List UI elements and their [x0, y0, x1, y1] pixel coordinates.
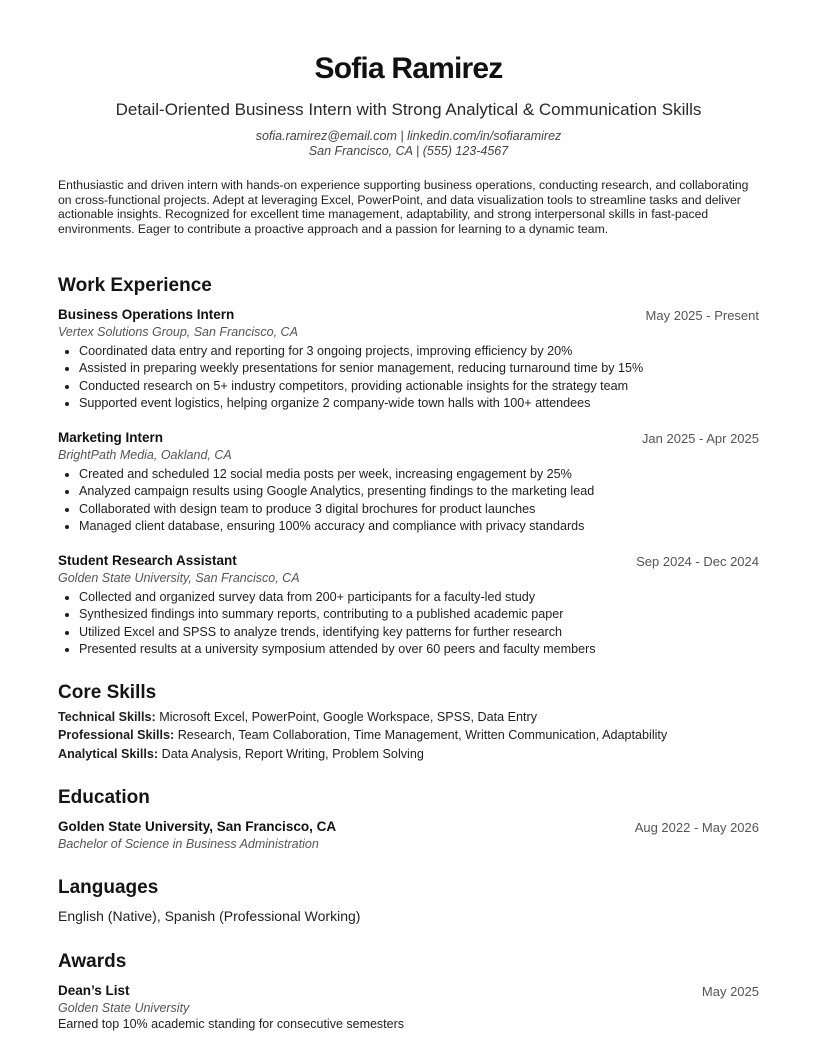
job-organization: Vertex Solutions Group, San Francisco, CA — [58, 325, 298, 339]
skill-label: Professional Skills: — [58, 728, 175, 742]
section-title-languages: Languages — [58, 877, 159, 898]
job-dates: Sep 2024 - Dec 2024 — [636, 554, 759, 569]
job-organization: Golden State University, San Francisco, CA — [58, 571, 300, 585]
skill-line-analytical — [58, 747, 424, 761]
professional-summary: Enthusiastic and driven intern with hands-on experience supporting business operations, conducting research, and collaborating on cross-functional projects. Adept at leveraging Excel, PowerPoint, and data visualization tools to streamline tasks and deliver actionable insights. Recognized for excellent time management, adaptability, and strong interpersonal skills in fast-paced environments. Eager to contribute a proactive approach and a passion for learning to a dynamic team. — [58, 178, 749, 236]
bullet-item: • Supported event logistics, helping organize 2 company-wide town halls with 100+ attendees — [79, 395, 759, 412]
skill-label: Technical Skills: — [58, 710, 156, 724]
candidate-name: Sofia Ramirez — [314, 52, 503, 85]
section-title-education: Education — [58, 787, 150, 808]
skill-value: Data Analysis, Report Writing, Problem Solving — [161, 747, 424, 761]
award-title: Dean’s List — [58, 983, 130, 998]
bullet-item: • Synthesized findings into summary reports, contributing to a published academic paper — [79, 606, 759, 623]
skill-value: Microsoft Excel, PowerPoint, Google Workspace, SPSS, Data Entry — [159, 710, 537, 724]
education-degree: Bachelor of Science in Business Administration — [58, 837, 319, 851]
job-bullets — [58, 466, 759, 535]
job-bullets — [58, 589, 759, 658]
education-dates: Aug 2022 - May 2026 — [634, 820, 759, 835]
job-dates: May 2025 - Present — [645, 308, 759, 323]
skill-value: Research, Team Collaboration, Time Management, Written Communication, Adaptability — [177, 728, 668, 742]
job-dates: Jan 2025 - Apr 2025 — [641, 431, 759, 446]
job-bullets — [58, 343, 759, 412]
bullet-item: • Created and scheduled 12 social media posts per week, increasing engagement by 25% — [79, 466, 759, 483]
bullet-item: • Collaborated with design team to produce 3 digital brochures for product launches — [79, 501, 759, 518]
bullet-item: • Utilized Excel and SPSS to analyze trends, identifying key patterns for further research — [79, 624, 759, 641]
contact-line-location-phone: San Francisco, CA | (555) 123-4567 — [308, 144, 509, 158]
job-organization: BrightPath Media, Oakland, CA — [58, 448, 232, 462]
skill-line-technical — [58, 710, 537, 724]
job-title: Student Research Assistant — [58, 553, 237, 568]
section-title-awards: Awards — [58, 951, 127, 972]
languages-list: English (Native), Spanish (Professional Working) — [58, 908, 361, 924]
skill-line-professional — [58, 728, 667, 742]
bullet-item: • Managed client database, ensuring 100% accuracy and compliance with privacy standards — [79, 518, 759, 535]
award-description: Earned top 10% academic standing for consecutive semesters — [58, 1017, 405, 1031]
bullet-item: • Collected and organized survey data from 200+ participants for a faculty-led study — [79, 589, 759, 606]
education-school: Golden State University, San Francisco, CA — [58, 819, 337, 834]
bullet-item: • Presented results at a university symposium attended by over 60 peers and faculty members — [79, 641, 759, 658]
section-title-core-skills: Core Skills — [58, 682, 157, 703]
bullet-item: • Conducted research on 5+ industry competitors, providing actionable insights for the strategy team — [79, 378, 759, 395]
skill-label: Analytical Skills: — [58, 747, 159, 761]
section-title-work-experience: Work Experience — [58, 275, 212, 296]
award-organization: Golden State University — [58, 1001, 190, 1015]
bullet-item: • Coordinated data entry and reporting for 3 ongoing projects, improving efficiency by 20% — [79, 343, 759, 360]
headline: Detail-Oriented Business Intern with Strong Analytical & Communication Skills — [115, 100, 702, 119]
contact-line-email-linkedin: sofia.ramirez@email.com | linkedin.com/in/sofiaramirez — [255, 129, 562, 143]
award-date: May 2025 — [701, 984, 759, 999]
job-title: Business Operations Intern — [58, 307, 235, 322]
bullet-item: • Analyzed campaign results using Google Analytics, presenting findings to the marketing lead — [79, 483, 759, 500]
bullet-item: • Assisted in preparing weekly presentations for senior management, reducing turnaround time by 15% — [79, 360, 759, 377]
job-title: Marketing Intern — [58, 430, 164, 445]
